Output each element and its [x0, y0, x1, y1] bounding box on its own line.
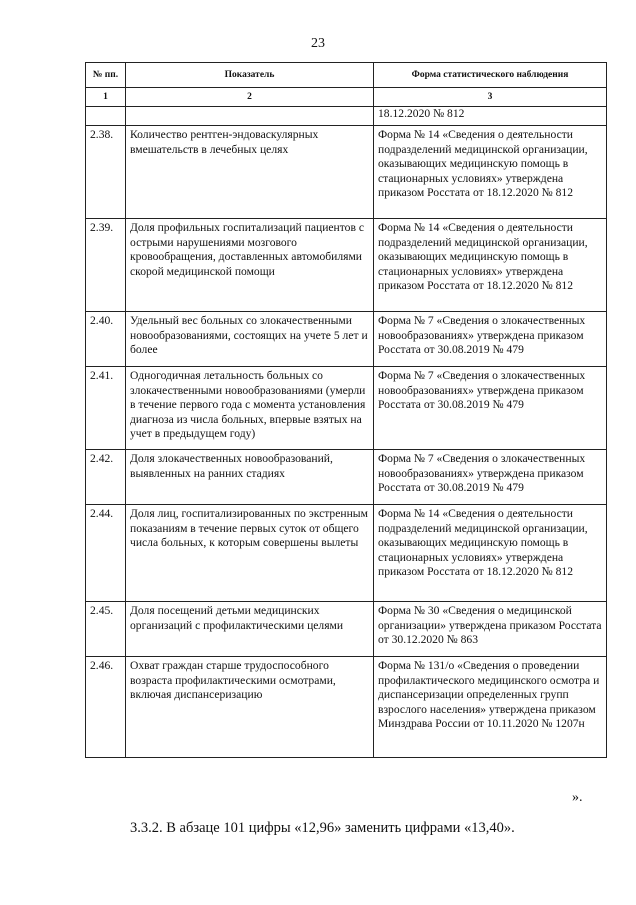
- row-form: Форма № 14 «Сведения о деятельности подразделений медицинской организации, оказывающих медицинскую помощь в стационарных условиях» утверждена приказом Росстата от 18.12.2020 № 812: [374, 126, 607, 219]
- row-number: 2.38.: [86, 126, 126, 219]
- table-row: [86, 219, 607, 312]
- table-row: [86, 126, 607, 219]
- header-num: № пп.: [86, 63, 126, 88]
- continuation-num: [86, 107, 126, 126]
- table-row: [86, 312, 607, 367]
- row-indicator: Доля профильных госпитализаций пациентов с острыми нарушениями мозгового кровообращения, доставленных автомобилями скорой медицинской помощи: [126, 219, 374, 312]
- row-indicator: Удельный вес больных со злокачественными новообразованиями, состоящих на учете 5 лет и более: [126, 312, 374, 367]
- table-row: [86, 367, 607, 450]
- continuation-indicator: [126, 107, 374, 126]
- header-row: [86, 63, 607, 88]
- closing-quote-mark: ».: [572, 790, 583, 805]
- table-row: [86, 505, 607, 602]
- table-row: [86, 602, 607, 657]
- column-number-row: [86, 88, 607, 107]
- row-number: 2.46.: [86, 657, 126, 758]
- row-form: Форма № 14 «Сведения о деятельности подразделений медицинской организации, оказывающих медицинскую помощь в стационарных условиях» утверждена приказом Росстата от 18.12.2020 № 812: [374, 219, 607, 312]
- column-number-1: 1: [86, 88, 126, 107]
- indicators-table: [85, 62, 607, 758]
- page-number: 23: [311, 36, 325, 51]
- row-indicator: Доля злокачественных новообразований, выявленных на ранних стадиях: [126, 450, 374, 505]
- header-form: Форма статистического наблюдения: [374, 63, 607, 88]
- row-indicator: Одногодичная летальность больных со злокачественными новообразованиями (умерли в течение первого года с момента установления диагноза из числа больных, впервые взятых на учет в предыдущем году): [126, 367, 374, 450]
- row-number: 2.42.: [86, 450, 126, 505]
- row-form: Форма № 7 «Сведения о злокачественных новообразованиях» утверждена приказом Росстата от 30.08.2019 № 479: [374, 450, 607, 505]
- column-number-2: 2: [126, 88, 374, 107]
- row-form: Форма № 7 «Сведения о злокачественных новообразованиях» утверждена приказом Росстата от 30.08.2019 № 479: [374, 367, 607, 450]
- row-number: 2.44.: [86, 505, 126, 602]
- table-row: [86, 657, 607, 758]
- header-indicator: Показатель: [126, 63, 374, 88]
- amendment-instruction: 3.3.2. В абзаце 101 цифры «12,96» заменить цифрами «13,40».: [130, 820, 515, 836]
- continuation-form: 18.12.2020 № 812: [374, 107, 607, 126]
- row-form: Форма № 14 «Сведения о деятельности подразделений медицинской организации, оказывающих медицинскую помощь в стационарных условиях» утверждена приказом Росстата от 18.12.2020 № 812: [374, 505, 607, 602]
- row-indicator: Доля посещений детьми медицинских организаций с профилактическими целями: [126, 602, 374, 657]
- continuation-row: [86, 107, 607, 126]
- row-number: 2.45.: [86, 602, 126, 657]
- row-indicator: Доля лиц, госпитализированных по экстренным показаниям в течение первых суток от общего числа больных, к которым совершены вылеты: [126, 505, 374, 602]
- row-number: 2.39.: [86, 219, 126, 312]
- row-indicator: Количество рентген-эндоваскулярных вмешательств в лечебных целях: [126, 126, 374, 219]
- row-form: Форма № 131/о «Сведения о проведении профилактического медицинского осмотра и диспансеризации определенных групп взрослого населения» утверждена приказом Минздрава России от 10.11.2020 № 1207н: [374, 657, 607, 758]
- row-number: 2.41.: [86, 367, 126, 450]
- column-number-3: 3: [374, 88, 607, 107]
- row-form: Форма № 7 «Сведения о злокачественных новообразованиях» утверждена приказом Росстата от 30.08.2019 № 479: [374, 312, 607, 367]
- row-form: Форма № 30 «Сведения о медицинской организации» утверждена приказом Росстата от 30.12.2020 № 863: [374, 602, 607, 657]
- table-row: [86, 450, 607, 505]
- row-indicator: Охват граждан старше трудоспособного возраста профилактическими осмотрами, включая диспансеризацию: [126, 657, 374, 758]
- row-number: 2.40.: [86, 312, 126, 367]
